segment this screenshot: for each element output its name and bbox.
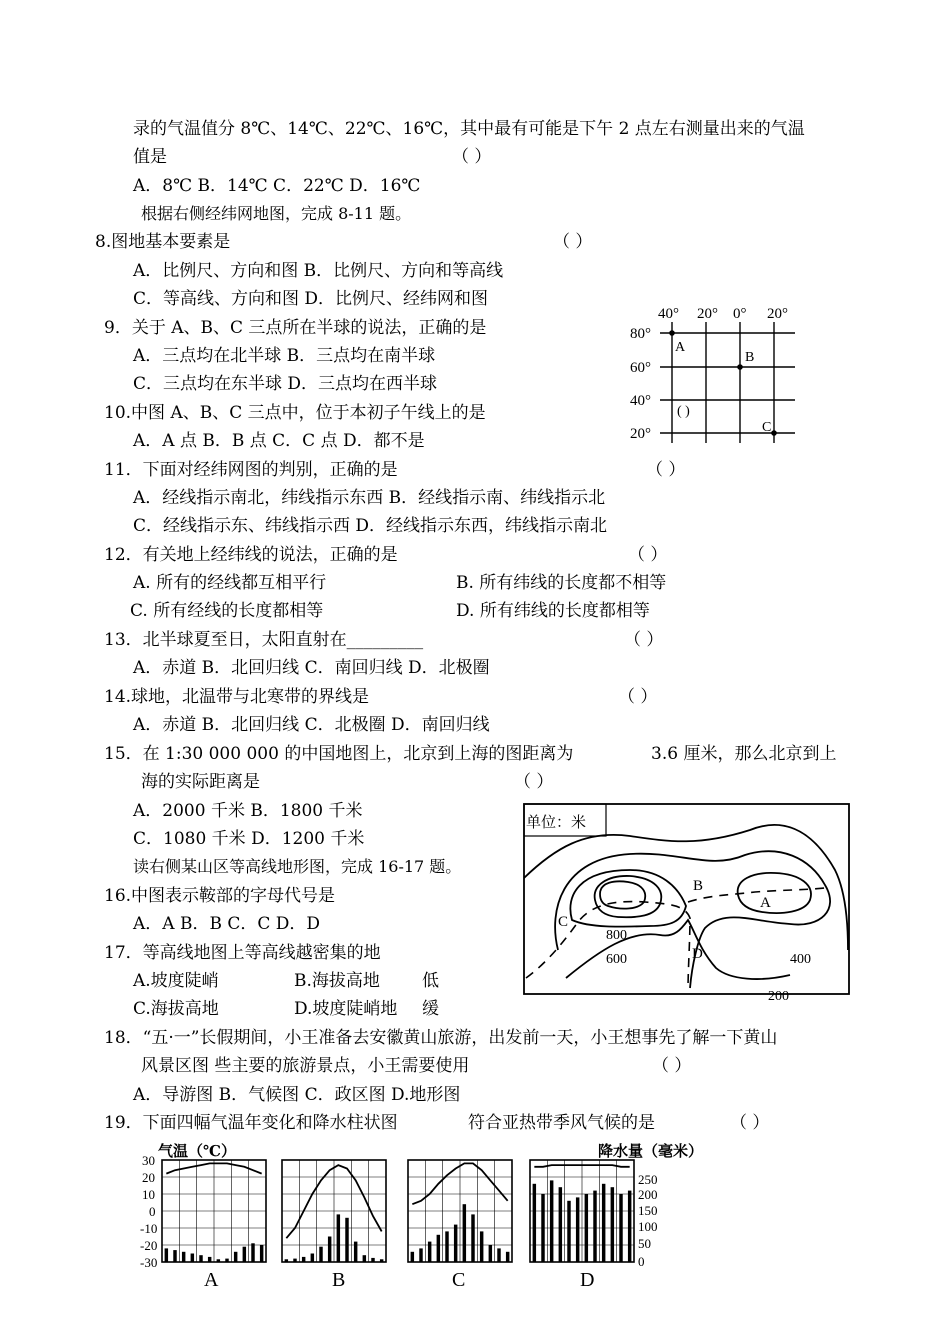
climate-panel-a-precip-bar [251,1243,254,1262]
q17-stem: 17．等高线地图上等高线越密集的地 [104,943,381,963]
lat-label-40: 40° [630,393,651,409]
climate-panel-d-precip-bar [550,1180,553,1262]
contour-hilltop-west [600,881,645,908]
climate-panel-c-precip-bar [437,1235,440,1262]
label-600: 600 [606,952,627,967]
contour-line-600 [570,870,686,927]
climate-panel-b-precip-bar [311,1254,314,1263]
contour-line-800-east [738,873,811,913]
instruction-16-17: 读右侧某山区等高线地形图，完成 16-17 题。 [133,857,462,876]
panel-label-d: D [580,1269,595,1291]
q7-stem-cont: 录的气温值分 8℃、14℃、22℃、16℃，其中最有可能是下午 2 点左右测量出来的气温 [133,119,805,139]
lon-label-40: 40° [658,306,679,322]
temp-tick-20: 20 [142,1170,155,1185]
climate-panel-d-precip-bar [628,1191,631,1262]
temp-tick-10: 10 [142,1187,155,1202]
q15-answer-blank: （ ） [514,772,554,792]
climate-panel-c-precip-bar [506,1252,509,1262]
grid-answer-blank: ( ) [677,404,690,419]
point-c-label: C [762,420,772,435]
label-d: D [692,946,703,962]
climate-panel-d-precip-bar [602,1184,605,1262]
q16-options: A．A B．B C．C D．D [133,914,321,934]
unit-label: 单位：米 [526,815,587,831]
q15-stem: 15．在 1:30 000 000 的中国地图上，北京到上海的图距离为 [104,744,574,764]
precip-tick-0: 0 [638,1254,645,1269]
climate-panel-c-precip-bar [445,1231,448,1262]
climate-panel-b-precip-bar [371,1258,374,1262]
q17-option-b: B.海拔高地 [294,971,380,991]
climate-panel-d-precip-bar [576,1197,579,1262]
precip-tick-250: 250 [638,1172,658,1187]
climate-panel-c-precip-bar [471,1214,474,1262]
q12-option-c: C. 所有经线的长度都相等 [130,601,324,621]
q7-answer-blank: （ ） [452,147,492,167]
climate-panel-a-precip-bar [225,1259,228,1262]
q9-stem: 9．关于 A、B、C 三点所在半球的说法，正确的是 [104,318,487,338]
climate-panel-d-precip-bar [541,1194,544,1262]
q17-option-c: C.海拔高地 [133,999,219,1019]
panel-label-b: B [332,1269,346,1291]
climate-panel-a-precip-bar [260,1245,263,1262]
q12-option-d: D. 所有纬线的长度都相等 [456,601,650,621]
label-200: 200 [768,989,789,1004]
q8-options-ab: A．比例尺、方向和图 B．比例尺、方向和等高线 [133,261,504,281]
climate-panel-a-precip-bar [208,1257,211,1262]
climate-panel-b-precip-bar [285,1259,288,1262]
climate-panel-b-precip-bar [293,1259,296,1262]
q11-answer-blank: （ ） [646,460,686,480]
climate-panel-b-precip-bar [337,1214,340,1262]
climate-panel-c-precip-bar [419,1248,422,1262]
climate-panel-c-precip-bar [454,1225,457,1262]
q12-answer-blank: （ ） [628,545,668,565]
q15-stem-right: 3.6 厘米，那么北京到上 [651,744,837,764]
climate-panel-a-precip-bar [217,1259,220,1262]
q12-option-a: A. 所有的经线都互相平行 [133,573,327,593]
point-b-marker [737,364,743,370]
q11-options-ab: A．经线指示南北，纬线指示东西 B．经线指示南、纬线指示北 [133,488,606,508]
climate-panel-c-precip-bar [428,1242,431,1262]
q8-stem: 8.图地基本要素是 [95,232,231,252]
precip-tick-200: 200 [638,1187,658,1202]
climate-panel-d-precip-bar [559,1187,562,1262]
climate-panel-b-precip-bar [380,1259,383,1262]
lat-label-60: 60° [630,360,651,376]
climate-panel-a-precip-bar [243,1247,246,1262]
contour-line-400 [555,851,830,988]
q9-options-ab: A．三点均在北半球 B．三点均在南半球 [133,346,436,366]
point-b-label: B [745,350,755,365]
climate-panel-b-precip-bar [328,1237,331,1263]
q7-options: A．8℃ B．14℃ C．22℃ D．16℃ [133,176,421,196]
climate-panel-c-precip-bar [411,1252,414,1262]
precip-tick-50: 50 [638,1236,651,1251]
q8-options-cd: C．等高线、方向和图 D．比例尺、经纬网和图 [133,289,489,309]
label-b: B [693,878,704,894]
climate-panel-d-precip-bar [619,1194,622,1262]
q8-answer-blank: （ ） [553,232,593,252]
precip-tick-150: 150 [638,1203,658,1218]
climate-panel-c-precip-bar [463,1204,466,1262]
climate-panel-d-precip-bar [567,1201,570,1262]
q18-options: A．导游图 B．气候图 C．政区图 D.地形图 [133,1085,461,1105]
q14-options: A．赤道 B．北回归线 C．北极圈 D．南回归线 [133,715,490,735]
q19-answer-blank: （ ） [730,1113,770,1133]
lat-lon-grid-figure [625,300,805,450]
climate-panel-d-precip-bar [611,1187,614,1262]
temp-axis-title: 气温（℃） [158,1144,236,1160]
point-a-label: A [675,340,686,355]
q17-option-b-tail: 低 [422,971,439,991]
point-c-marker [771,430,777,436]
q17-option-d-tail: 缓 [422,999,439,1019]
q19-stem: 19．下面四幅气温年变化和降水柱状图 [104,1113,398,1133]
climate-panel-b-precip-bar [354,1242,357,1262]
q11-options-cd: C．经线指示东、纬线指示西 D．经线指示东西，纬线指示南北 [133,516,608,536]
lat-label-80: 80° [630,326,651,342]
climate-panel-b-precip-bar [319,1247,322,1262]
q10-stem: 10.中图 A、B、C 三点中，位于本初子午线上的是 [104,403,486,423]
contour-map-figure [520,800,855,1010]
climate-panel-b-precip-bar [302,1257,305,1262]
panel-label-c: C [452,1269,466,1291]
q10-options: A．A 点 B．B 点 C．C 点 D．都不是 [133,431,425,451]
lon-label-0: 0° [733,306,747,322]
contour-line-600-south [566,920,790,979]
climate-panel-a-precip-bar [173,1250,176,1262]
q13-options: A．赤道 B．北回归线 C．南回归线 D．北极圈 [133,658,490,678]
q14-stem: 14.球地，北温带与北寒带的界线是 [104,687,370,707]
q12-option-b: B. 所有纬线的长度都不相等 [456,573,667,593]
label-800: 800 [606,928,627,943]
lat-label-20: 20° [630,426,651,442]
q13-answer-blank: （ ） [624,630,664,650]
temp-tick-0: 0 [149,1204,156,1219]
contour-line-outer-200 [524,825,848,950]
lon-label-20w: 20° [697,306,718,322]
climate-charts-figure [140,1138,720,1294]
q16-stem: 16.中图表示鞍部的字母代号是 [104,886,336,906]
q17-option-d: D.坡度陡峭地 [294,999,398,1019]
q13-stem: 13．北半球夏至日，太阳直射在_________ [104,630,424,650]
climate-panel-d-precip-bar [585,1194,588,1262]
q12-stem: 12．有关地上经纬线的说法，正确的是 [104,545,398,565]
climate-panel-a-precip-bar [234,1252,237,1262]
lon-label-20e: 20° [767,306,788,322]
label-a: A [760,895,771,911]
temp-tick-minus20: -20 [140,1238,158,1253]
climate-panel-c-precip-bar [489,1245,492,1262]
point-a-marker [669,330,675,336]
climate-panel-a-precip-bar [191,1254,194,1263]
precip-axis-title: 降水量（毫米） [598,1144,704,1160]
q18-stem-end: 风景区图 些主要的旅游景点，小王需要使用 [141,1056,470,1076]
q18-answer-blank: （ ） [652,1056,692,1076]
climate-panel-d-precip-bar [593,1191,596,1262]
q15-options-ab: A．2000 千米 B．1800 千米 [133,801,363,821]
climate-panel-b-precip-bar [345,1218,348,1262]
temp-tick-minus30: -30 [140,1255,158,1270]
climate-panel-b-precip-bar [363,1255,366,1262]
climate-panel-a-precip-bar [182,1252,185,1262]
q15-stem-end: 海的实际距离是 [141,772,260,792]
climate-panel-c-precip-bar [497,1248,500,1262]
label-c: C [558,914,569,930]
precip-tick-100: 100 [638,1219,658,1234]
climate-panel-d-precip-bar [533,1184,536,1262]
q7-stem-end: 值是 [133,147,167,167]
climate-panel-a-precip-bar [165,1248,168,1262]
q19-stem-right: 符合亚热带季风气候的是 [468,1113,655,1133]
q18-stem: 18．“五·一”长假期间，小王准备去安徽黄山旅游，出发前一天，小王想事先了解一下黄山 [104,1028,778,1048]
climate-panel-c-precip-bar [480,1231,483,1262]
temp-tick-30: 30 [142,1153,155,1168]
label-400: 400 [790,952,811,967]
q15-options-cd: C．1080 千米 D．1200 千米 [133,829,365,849]
instruction-8-11: 根据右侧经纬网地图，完成 8-11 题。 [141,204,412,223]
q11-stem: 11．下面对经纬网图的判别，正确的是 [104,460,398,480]
climate-panel-a-precip-bar [199,1255,202,1262]
q17-option-a: A.坡度陡峭 [133,971,219,991]
q14-answer-blank: （ ） [618,687,658,707]
temp-tick-minus10: -10 [140,1221,158,1236]
q9-options-cd: C．三点均在东半球 D．三点均在西半球 [133,374,438,394]
panel-label-a: A [204,1269,219,1291]
